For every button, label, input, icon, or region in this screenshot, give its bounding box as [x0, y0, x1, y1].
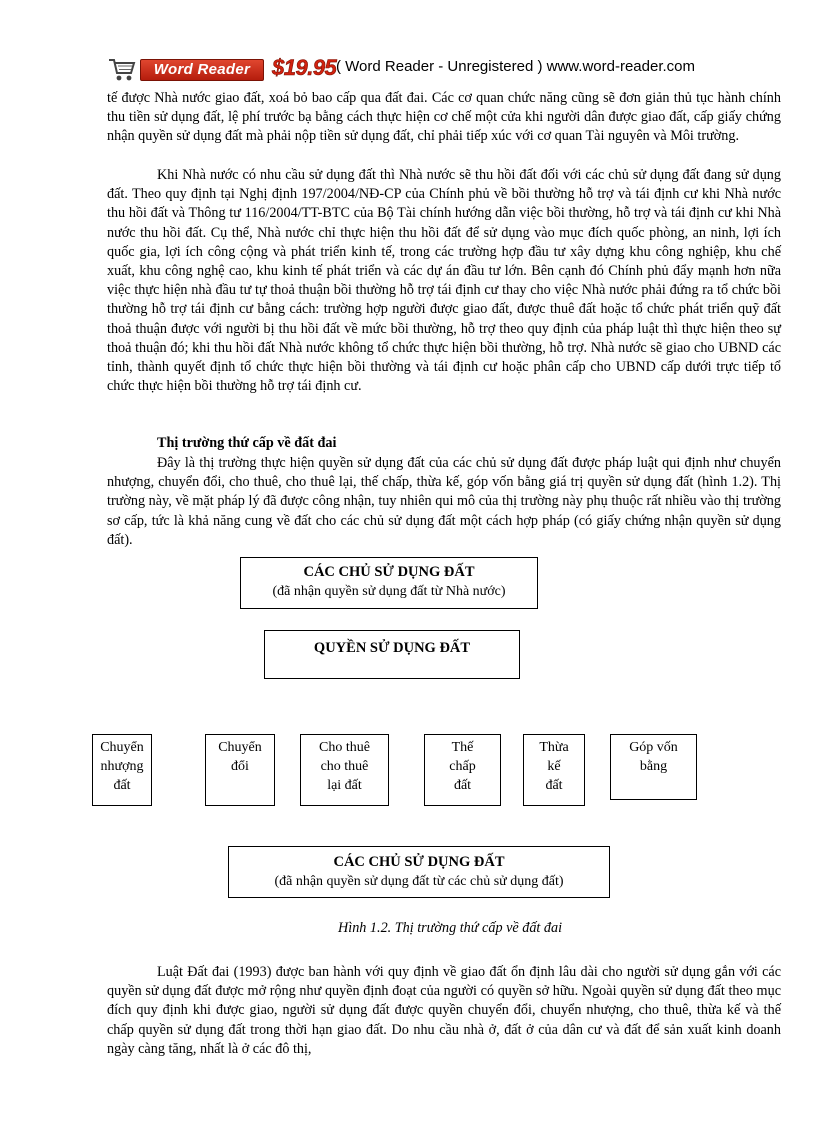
brand-name: Word Reader — [140, 59, 264, 81]
top-owners-box — [240, 557, 538, 609]
right-line: đổi — [231, 759, 249, 774]
right-line: cho thuê — [320, 759, 369, 774]
right-line: đất — [453, 778, 472, 793]
top-owners-title: CÁC CHỦ SỬ DỤNG ĐẤT — [303, 564, 475, 580]
right-line: Cho thuê — [319, 740, 370, 755]
brand-price: $19.95 — [272, 55, 337, 80]
right-line: Góp vốn — [629, 740, 678, 755]
right-box-transfer — [92, 734, 152, 806]
right-line: đất — [545, 778, 563, 793]
bottom-owners-title: CÁC CHỦ SỬ DỤNG ĐẤT — [333, 854, 505, 870]
bottom-owners-subtitle: (đã nhận quyền sử dụng đất từ các chủ sử dụng đất) — [274, 874, 564, 889]
banner-text[interactable]: ( Word Reader - Unregistered ) www.word-reader.com — [336, 58, 696, 75]
right-line: Chuyển — [218, 740, 262, 755]
figure-caption: Hình 1.2. Thị trường thứ cấp về đất đai — [338, 920, 563, 936]
paragraph-3: Đây là thị trường thực hiện quyền sử dụng đất của các chủ sử dụng đất được pháp luật qui định như chuyển nhượng, chuyển đổi, cho thuê, cho thuê lại, thế chấp, thừa kế, góp vốn bằng giá trị quyền sử dụng đất (hình 1.2). Thị trường này, về mặt pháp lý đã được công nhận, tuy nhiên qui mô của thị trường này phụ thuộc rất nhiều vào thị trường sơ cấp, tức là khả năng cung về đất cho các chủ sử dụng đất một cách hợp pháp (có giấy chứng nhận quyền sử dụng đất). — [107, 455, 781, 548]
right-line: bằng — [639, 759, 668, 774]
right-line: kế — [547, 759, 561, 774]
registration-banner — [108, 55, 748, 85]
right-box-capital-contribution — [610, 734, 697, 800]
right-line: đất — [113, 778, 131, 793]
paragraph-2: Khi Nhà nước có nhu cầu sử dụng đất thì Nhà nước sẽ thu hồi đất đối với các chủ sử dụng đất đang sử dụng đất. Theo quy định tại Nghị định 197/2004/NĐ-CP của Chính phủ về bồi thường hỗ trợ và tái định cư khi Nhà nước thu hồi đất và Thông tư 116/2004/TT-BTC của Bộ Tài chính hướng dẫn việc bồi thường, hỗ trợ và tái định cư khi Nhà nước thu hồi đất. Cụ thể, Nhà nước chỉ thực hiện thu hồi đất để sử dụng vào mục đích quốc phòng, an ninh, lợi ích quốc gia, lợi ích công cộng và phát triển kinh tế, trong các trường hợp đầu tư xây dựng khu công nghiệp, khu chế xuất, khu công nghệ cao, khu kinh tế phát triển và các dự án đầu tư lớn. Bên cạnh đó Chính phủ đẩy mạnh hơn nữa việc thực hiện nhà đầu tư tự thoả thuận bồi thường hỗ trợ tái định cư thay cho việc Nhà nước phải đứng ra tổ chức bồi thường hỗ trợ tái định cư bằng cách: trường hợp người được giao đất, được thuê đất hoặc tổ chức phát triển quỹ đất thoả thuận được với người bị thu hồi đất về mức bồi thường, hỗ trợ theo quy định của pháp luật thì thực hiện theo sự thoả thuận đó; khi thu hồi đất Nhà nước không tổ chức thực hiện bồi thường, hỗ trợ. Nhà nước sẽ giao cho UBND các tỉnh, thành quyết định tổ chức thực hiện bồi thường và tái định cư hoặc phân cấp cho UBND cấp dưới trực tiếp tổ chức thực hiện bồi thường hỗ trợ tái định cư. — [107, 167, 781, 395]
right-line: Thừa — [539, 740, 569, 755]
land-use-right-title: QUYỀN SỬ DỤNG ĐẤT — [313, 640, 471, 656]
right-box-inheritance — [523, 734, 585, 806]
right-line: lại đất — [327, 778, 362, 793]
right-box-exchange — [205, 734, 275, 806]
paragraph-4: Luật Đất đai (1993) được ban hành với quy định về giao đất ổn định lâu dài cho người sử dụng gắn với các quyền sử dụng đất được mở rộng như quyền định đoạt của người có quyền sở hữu. Ngoài quyền sử dụng đất theo mục đích quy định khi được giao, người sử dụng đất được quyền chuyển đổi, chuyển nhượng, cho thuê, thừa kế và thế chấp quyền sử dụng đất trong thời hạn giao đất. Do nhu cầu nhà ở, đất ở của dân cư và đất để sản xuất kinh doanh ngày càng tăng, nhất là ở các đô thị, — [107, 964, 781, 1057]
right-line: chấp — [449, 759, 476, 774]
bottom-owners-box — [228, 846, 610, 898]
paragraph-1: tế được Nhà nước giao đất, xoá bỏ bao cấp qua đất đai. Các cơ quan chức năng cũng sẽ đơn giản thủ tục hành chính thu tiền sử dụng đất, lệ phí trước bạ bằng cách thực hiện cơ chế một cửa khi người dân được giao đất, cấp giấy chứng nhận quyền sử dụng đất mà phải nộp tiền sử dụng đất, chỉ phải tiếp xúc với cơ quan Tài nguyên và Môi trường. — [107, 90, 781, 145]
land-use-right-box — [264, 630, 520, 679]
right-line: nhượng — [100, 759, 144, 774]
right-line: Thế — [451, 740, 474, 755]
shopping-cart-icon — [108, 57, 136, 83]
right-line: Chuyển — [100, 740, 144, 755]
right-box-mortgage — [424, 734, 501, 806]
right-box-lease — [300, 734, 389, 806]
top-owners-subtitle: (đã nhận quyền sử dụng đất từ Nhà nước) — [272, 584, 506, 599]
section-heading: Thị trường thứ cấp về đất đai — [157, 435, 337, 451]
